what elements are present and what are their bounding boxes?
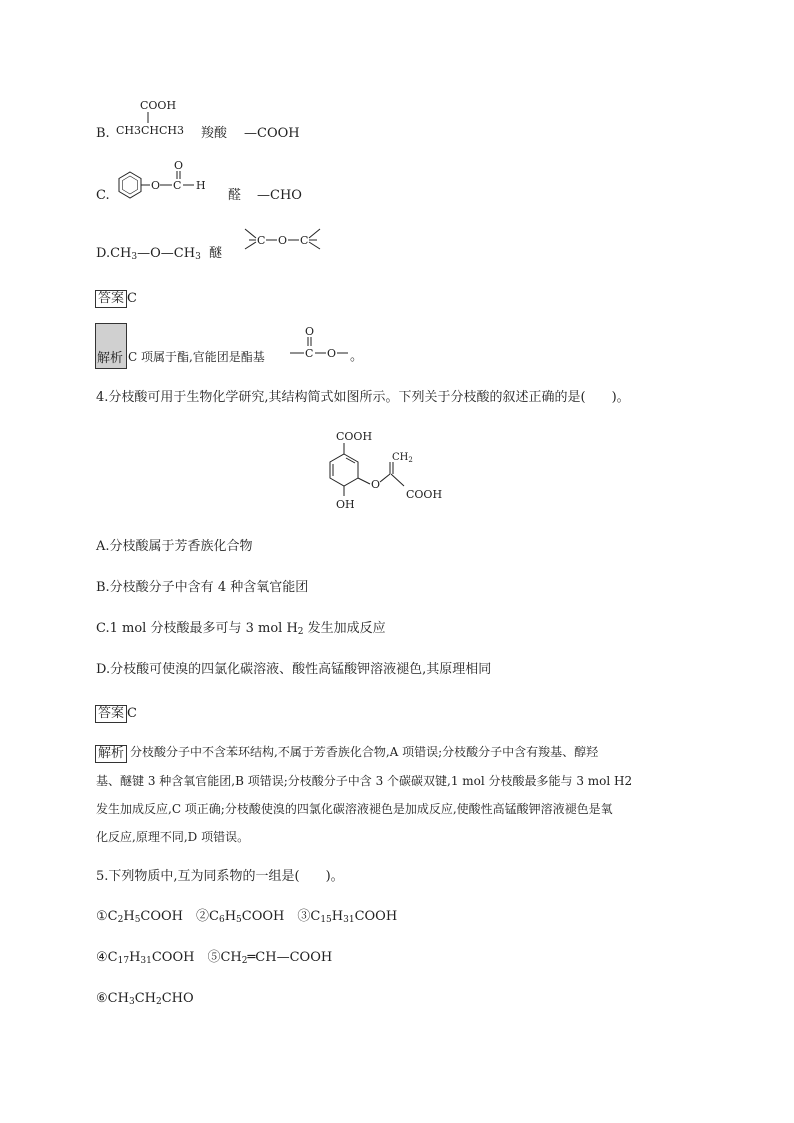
option-b-letter: B. xyxy=(96,126,110,141)
option-b-structure xyxy=(114,96,194,142)
analysis-label: 解析 xyxy=(95,745,127,763)
q4-analysis-line-4: 化反应,原理不同,D 项错误。 xyxy=(96,830,250,844)
option-c-o-atom: O xyxy=(151,179,161,192)
answer-label: 答案 xyxy=(95,290,127,308)
cyclohexadiene-ring xyxy=(330,454,358,486)
q3-analysis-box xyxy=(95,323,127,369)
option-b-class: 羧酸 xyxy=(201,126,228,141)
ester-o: O xyxy=(327,347,337,360)
q3-answer xyxy=(95,287,137,308)
q3-analysis-text: C 项属于酯,官能团是酯基 xyxy=(128,350,265,364)
option-d-o: O xyxy=(278,234,288,247)
q5-stem: 5.下列物质中,互为同系物的一组是( )。 xyxy=(96,869,344,884)
answer-label: 答案 xyxy=(95,705,127,723)
q4-analysis-line-3: 发生加成反应,C 项正确;分枝酸使溴的四氯化碳溶液褪色是加成反应,使酸性高锰酸钾溶液褪色是氧 xyxy=(96,802,613,816)
struct-ch2: $CH_2$ xyxy=(392,452,413,464)
q4-option-b: B.分枝酸分子中含有 4 种含氧官能团 xyxy=(96,580,309,595)
ester-c: C xyxy=(305,347,314,360)
option-c-structure xyxy=(112,158,212,204)
shikimic-structure xyxy=(318,426,458,518)
q3-end: 。 xyxy=(350,349,364,364)
option-d-class: 醚 xyxy=(209,246,223,261)
option-d-c2: C xyxy=(300,234,309,247)
q4-analysis-line-1: 分枝酸分子中不含苯环结构,不属于芳香族化合物,A 项错误;分枝酸分子中含有羧基、醇羟 xyxy=(130,745,599,759)
ester-o-top: O xyxy=(305,325,315,338)
option-c-h-atom: H xyxy=(196,179,206,192)
ester-group-structure xyxy=(288,321,358,365)
option-b-formula: CH3CHCH3 xyxy=(116,124,185,137)
struct-oh: OH xyxy=(336,498,355,511)
q4-analysis-line-2: 基、醚键 3 种含氧官能团,B 项错误;分枝酸分子中含 3 个碳碳双键,1 mol 分枝酸最多能与 3 mol H2 xyxy=(96,774,633,788)
option-d-c1: C xyxy=(257,234,266,247)
option-c-letter: C. xyxy=(96,188,110,203)
q4-option-c: C.1 mol 分枝酸最多可与 3 mol $H_2$ 发生加成反应 xyxy=(96,621,386,637)
option-c-group: —CHO xyxy=(257,188,302,203)
option-d-ether-structure xyxy=(243,224,323,258)
struct-cooh-top: COOH xyxy=(336,430,373,443)
option-d-letter: $D.CH_3—O—CH_3$ xyxy=(96,246,201,262)
q5-line-2: $④C_{17}H_{31}COOH$ $⑤CH_2═CH—COOH$ xyxy=(96,950,333,966)
q4-option-a: A.分枝酸属于芳香族化合物 xyxy=(96,539,253,554)
q4-stem: 4.分枝酸可用于生物化学研究,其结构简式如图所示。下列关于分枝酸的叙述正确的是( )。 xyxy=(96,390,630,405)
option-b-group: —COOH xyxy=(244,126,300,141)
analysis-label: 解析 xyxy=(97,351,124,366)
struct-o-link: O xyxy=(371,478,381,491)
q5-line-3: $⑥CH_3CH_2CHO$ xyxy=(96,991,194,1007)
answer-value: C xyxy=(127,706,137,721)
option-b-cooh: COOH xyxy=(140,99,177,112)
q4-option-d: D.分枝酸可使溴的四氯化碳溶液、酸性高锰酸钾溶液褪色,其原理相同 xyxy=(96,662,492,677)
q4-analysis-label-wrap xyxy=(95,742,127,763)
q4-answer xyxy=(95,702,137,723)
option-c-class: 醛 xyxy=(228,188,242,203)
option-c-c-atom: C xyxy=(173,179,182,192)
benzene-ring-inner xyxy=(123,176,138,194)
option-c-top-o: O xyxy=(174,159,184,172)
q5-line-1: $①C_2H_5COOH$ $②C_6H_5COOH$ $③C_{15}H_{31}COOH$ xyxy=(96,909,398,925)
struct-cooh-side: COOH xyxy=(406,488,443,501)
answer-value: C xyxy=(127,291,137,306)
